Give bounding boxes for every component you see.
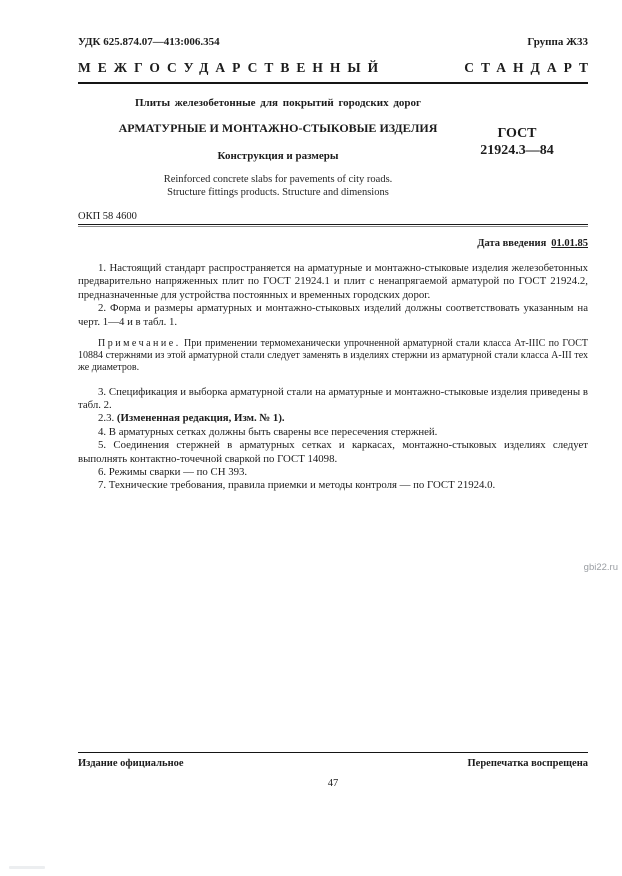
title-column [78, 97, 478, 199]
note-text: При применении термомеханически упрочненной арматурной стали класса Ат-IIIС по ГОСТ 10884 стержнями из этой арматурной стали следует заменять в изделиях стержни из арматурной стали класса А-III тех же диаметров. [78, 338, 588, 374]
paragraph-5: 5. Соединения стержней в арматурных сетках и каркасах, монтажно-стыковых изделиях следует выполнять контактно-точечной сваркой по ГОСТ 14098. [78, 439, 588, 465]
gost-designation [462, 125, 572, 159]
group-code: Группа Ж33 [527, 36, 588, 48]
page-content [78, 36, 595, 493]
standard-kind-heading [78, 60, 595, 76]
note-paragraph [78, 338, 588, 375]
gost-label: ГОСТ [497, 126, 537, 141]
paragraph-2: 2. Форма и размеры арматурных и монтажно-стыковых изделий должны соответствовать указанным на черт. 1—4 и в табл. 1. [78, 302, 588, 328]
footer-row [78, 758, 588, 769]
document-title-english [78, 174, 478, 199]
document-subject: Плиты железобетонные для покрытий городских дорог [134, 97, 422, 109]
okp-rule [78, 224, 588, 227]
gost-number: 21924.3—84 [480, 143, 554, 158]
standard-kind-word2: СТАНДАРТ [464, 60, 595, 75]
page-footer [78, 752, 588, 789]
paragraph-4: 4. В арматурных сетках должны быть сварены все пересечения стержней. [98, 425, 438, 438]
paragraph-amendment [78, 412, 588, 425]
okp-code: ОКП 58 4600 [78, 211, 137, 222]
footer-rule [78, 752, 588, 753]
udk-code: УДК 625.874.07—413:006.354 [78, 36, 220, 48]
paragraph-3: 3. Спецификация и выборка арматурной стали на арматурные и монтажно-стыковые изделия приведены в табл. 2. [78, 385, 588, 412]
document-subtitle: Конструкция и размеры [217, 150, 339, 162]
paragraph-7: 7. Технические требования, правила приемки и методы контроля — по ГОСТ 21924.0. [98, 479, 496, 492]
header-rule [78, 82, 588, 84]
date-value: 01.01.85 [551, 238, 588, 249]
date-label: Дата введения [477, 238, 547, 249]
paragraph-6: 6. Режимы сварки — по СН 393. [98, 466, 248, 479]
document-title: АРМАТУРНЫЕ И МОНТАЖНО-СТЫКОВЫЕ ИЗДЕЛИЯ [118, 121, 438, 135]
note-label: Примечание. [98, 338, 181, 350]
official-edition-label: Издание официальное [78, 758, 184, 769]
scan-artifact [9, 866, 45, 869]
amendment-note: (Измененная редакция, Изм. № 1). [116, 412, 285, 425]
english-title-line2: Structure fittings products. Structure and dimensions [167, 186, 389, 198]
title-block [78, 97, 588, 199]
standard-kind-word1: МЕЖГОСУДАРСТВЕННЫЙ [78, 60, 386, 75]
body-text [78, 262, 588, 493]
amendment-number: 2.3. [98, 412, 117, 425]
page-number: 47 [327, 778, 339, 789]
classification-row [78, 36, 588, 48]
reprint-prohibited-label: Перепечатка воспрещена [467, 758, 588, 769]
paragraph-1: 1. Настоящий стандарт распространяется на арматурные и монтажно-стыковые изделия железобетонных предварительно напряженных плит по ГОСТ 21924.1 и плит с ненапрягаемой арматурой по ГОСТ 21924.2, предназначенные для устройства постоянных и временных городских дорог. [78, 262, 588, 301]
introduction-date [78, 238, 588, 249]
english-title-line1: Reinforced concrete slabs for pavements of city roads. [163, 174, 393, 185]
site-watermark: gbi22.ru [583, 562, 618, 573]
